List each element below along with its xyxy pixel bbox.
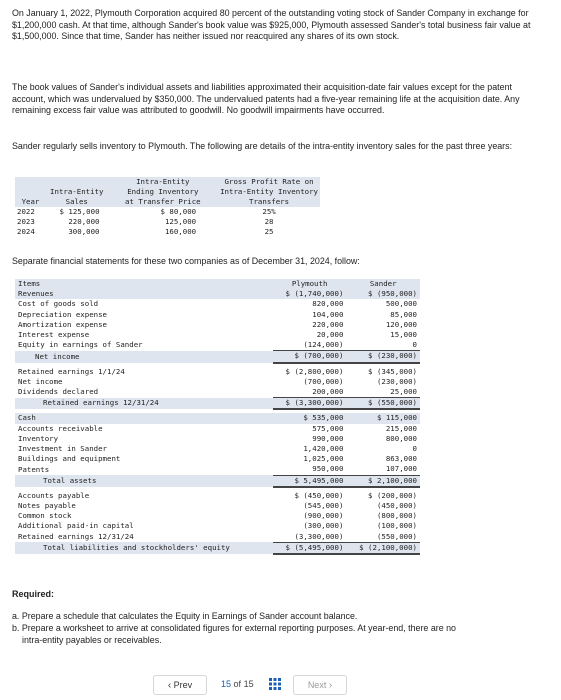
grid-icon[interactable]: [269, 678, 281, 690]
table-row: Notes payable (545,000) (450,000): [15, 501, 420, 511]
table-row: Net income (700,000) (230,000): [15, 377, 420, 387]
table-row: Retained earnings 1/1/24 $ (2,800,000) $ (345,000): [15, 367, 420, 377]
paragraph-acquisition: On January 1, 2022, Plymouth Corporation acquired 80 percent of the outstanding voting stock of Sander Company in exchange for $1,200,000 cash. At that time, although Sander's book value was $925,000, Plymouth assessed Sander's total business fair value at $1,500,000. Since that time, Sander has neither issued nor reacquired any shares of its own stock.: [12, 8, 531, 42]
prev-button[interactable]: ‹ Prev: [153, 675, 207, 695]
table-row: Total assets $ 5,495,000 $ 2,100,000: [15, 475, 420, 487]
header-ending-inventory: Intra-Entity Ending Inventory at Transfer Price: [124, 177, 201, 206]
table-row: Revenues $ (1,740,000) $ (950,000): [15, 289, 420, 299]
current-page: 15: [221, 679, 232, 689]
header-gross-profit-rate: Gross Profit Rate on Intra-Entity Inventory Transfers: [220, 177, 318, 206]
table-row: Equity in earnings of Sander (124,000) 0: [15, 340, 420, 351]
header-year: Year: [21, 197, 40, 206]
paragraph-patent: The book values of Sander's individual assets and liabilities approximated their acquisition-date fair values except for the patent account, which was undervalued by $350,000. The undervalued patents had a five-year remaining life at the acquisition date. Any remaining excess fair value was attributed to goodwill. No goodwill impairments have occurred.: [12, 82, 520, 116]
next-button[interactable]: Next ›: [293, 675, 347, 695]
financial-statements-table: [15, 279, 420, 555]
paragraph-intra-sales: Sander regularly sells inventory to Plymouth. The following are details of the intra-entity inventory sales for the past three years:: [12, 141, 513, 151]
requirement-b: b. Prepare a worksheet to arrive at consolidated figures for external reporting purposes. At year-end, there are no intra-entity payables or receivables.: [12, 623, 456, 645]
table-row: Amortization expense 220,000 120,000: [15, 320, 420, 330]
table-row: Net income $ (700,000) $ (230,000): [15, 351, 420, 363]
requirement-a: a. Prepare a schedule that calculates the Equity in Earnings of Sander account balance.: [12, 611, 358, 621]
table-row: Depreciation expense 104,000 85,000: [15, 310, 420, 320]
table-row: Additional paid-in capital (300,000) (100,000): [15, 521, 420, 531]
table-row: Cost of goods sold 820,000 500,000: [15, 299, 420, 309]
table-row: Inventory 990,000 800,000: [15, 434, 420, 444]
table-row: Buildings and equipment 1,025,000 863,000: [15, 454, 420, 464]
required-heading: Required:: [12, 589, 55, 599]
table-row: Common stock (900,000) (800,000): [15, 511, 420, 521]
table-row: 2024 300,000 160,000 25: [15, 227, 320, 237]
table-row: Total liabilities and stockholders' equity $ (5,495,000) $ (2,100,000): [15, 542, 420, 554]
table-row: Accounts payable $ (450,000) $ (200,000): [15, 491, 420, 501]
table-row: Accounts receivable 575,000 215,000: [15, 424, 420, 434]
pagination: [153, 672, 393, 698]
table-row: Interest expense 20,000 15,000: [15, 330, 420, 340]
table-row: 2023 220,000 125,000 28: [15, 217, 320, 227]
chevron-right-icon: ›: [328, 680, 333, 691]
intra-entity-table: [15, 177, 320, 237]
table-row: Patents 950,000 107,000: [15, 464, 420, 475]
header-items: Items: [15, 279, 273, 289]
table-row: Cash $ 535,000 $ 115,000: [15, 413, 420, 423]
header-plymouth: Plymouth: [273, 279, 347, 289]
table-row: Retained earnings 12/31/24 (3,300,000) (550,000): [15, 532, 420, 543]
table-row: Retained earnings 12/31/24 $ (3,300,000) $ (550,000): [15, 398, 420, 410]
table-row: 2022 $ 125,000 $ 80,000 25%: [15, 207, 320, 217]
header-sales: Intra-Entity Sales: [50, 187, 104, 206]
table-row: Dividends declared 200,000 25,000: [15, 387, 420, 398]
page-indicator: 15 of 15: [221, 679, 254, 689]
total-pages: 15: [243, 679, 254, 689]
header-sander: Sander: [346, 279, 420, 289]
table-row: Investment in Sander 1,420,000 0: [15, 444, 420, 454]
paragraph-financial-statements: Separate financial statements for these two companies as of December 31, 2024, follow:: [12, 256, 360, 266]
chevron-left-icon: ‹: [167, 680, 172, 691]
